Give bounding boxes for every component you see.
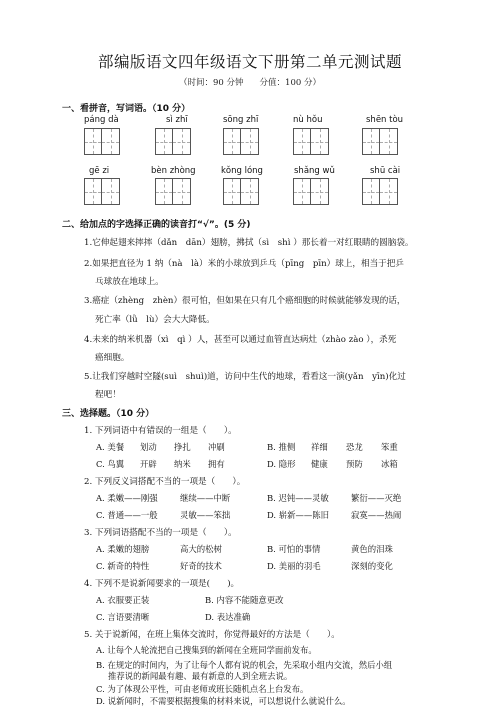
question-3-3: 3. 下列词语搭配不当的一项是（ ）。 [84, 528, 237, 538]
section-3-heading: 三、选择题。（10 分） [62, 409, 155, 419]
writing-boxes-9[interactable] [293, 178, 329, 205]
pinyin-9: shǎng wǔ [294, 166, 335, 176]
q1-option-b[interactable]: B. 推侧 祥细 恐龙 笨重 [267, 442, 398, 452]
q5-option-a[interactable]: A. 让每个人轮流把自己搜集到的新闻在全班同学面前发布。 [96, 645, 317, 655]
question-2-1: 1.它伸起翅来摔摔（dǎn dān）翅膀，拂拭（sì shì ）那长着一对红眼睛的圆脑袋。 [84, 238, 414, 248]
question-2-5-cont: 程吧！ [95, 390, 121, 400]
q3-option-b[interactable]: B. 可怕的事情 黄色的泪珠 [267, 544, 393, 554]
q1-option-c[interactable]: C. 鸟翼 开辟 纳米 拥有 [96, 459, 225, 469]
q4-option-a[interactable]: A. 衣服要正装 [96, 595, 150, 605]
writing-boxes-4[interactable] [293, 128, 329, 155]
writing-boxes-7[interactable] [155, 178, 191, 205]
q3-option-c[interactable]: C. 新奇的特性 好奇的技术 [96, 561, 222, 571]
question-2-2: 2.如果把直径为 1 纳（nà là）米的小球放到乒乓（pīng pīn）球上，相当于把乒 [84, 259, 404, 269]
q5-option-b-cont: 推荐说的新闻最有趣、最有新意的人到全班去说。 [108, 671, 293, 681]
pinyin-7: bèn zhòng [151, 166, 196, 176]
question-2-4-cont: 癌细胞。 [95, 353, 130, 363]
question-2-2-cont: 乓球放在地球上。 [95, 277, 164, 287]
section-1-heading: 一、看拼音，写词语。（10 分） [62, 104, 191, 114]
writing-boxes-5[interactable] [362, 128, 398, 155]
section-2-heading: 二、给加点的字选择正确的读音打“√”。(5 分) [62, 220, 251, 230]
page-title: 部编版语文四年级语文下册第二单元测试题 [97, 53, 402, 71]
question-3-4: 4. 下列不是说新闻要求的一项是( )。 [84, 579, 240, 589]
writing-boxes-3[interactable] [223, 128, 259, 155]
total-score: 分值：100 分） [259, 78, 321, 88]
pinyin-2: sì zhī [166, 115, 188, 125]
q5-option-b[interactable]: B. 在规定的时间内，为了让每个人都有说的机会，先采取小组内交流，然后小组 [96, 660, 393, 670]
q5-option-d[interactable]: D. 说新闻时，不需要根据搜集的材料来说，可以想说什么就说什么。 [96, 696, 351, 706]
q2-option-d[interactable]: D. 崭新——陈旧 寂寞——热闹 [267, 510, 402, 520]
q5-option-c[interactable]: C. 为了体现公平性，可由老师或班长随机点名上台发布。 [96, 684, 309, 694]
pinyin-3: sōng zhī [223, 115, 259, 125]
q2-option-c[interactable]: C. 普通——一般 灵敏——笨拙 [96, 510, 231, 520]
q2-option-b[interactable]: B. 迟钝——灵敏 繁衍——灭绝 [267, 493, 402, 503]
q4-option-c[interactable]: C. 言语要清晰 [96, 612, 150, 622]
q1-option-d[interactable]: D. 隐形 健康 预防 冰箱 [267, 459, 398, 469]
q1-option-a[interactable]: A. 美餐 划动 挣扎 冲刷 [96, 442, 225, 452]
question-2-3: 3.癌症（zhèng zhèn）很可怕，但如果在只有几个癌细胞的时候就能够发现的话， [84, 296, 406, 306]
pinyin-5: shēn tòu [366, 115, 404, 125]
question-2-5: 5.让我们穿越时空隧(suì shuì)道，访问中生代的地球，看看这一演(yǎn yīn)化过 [84, 372, 406, 382]
pinyin-10: shū cài [370, 166, 401, 176]
pinyin-1: páng dà [84, 115, 119, 125]
question-2-3-cont: 死亡率（lǜ lù）会大大降低。 [95, 315, 215, 325]
writing-boxes-2[interactable] [155, 128, 191, 155]
q4-option-d[interactable]: D. 表达准确 [205, 612, 251, 622]
question-3-2: 2. 下列反义词搭配不当的一项是（ ）。 [84, 477, 246, 487]
q4-option-b[interactable]: B. 内容不能随意更改 [205, 595, 284, 605]
pinyin-6: gē zi [89, 166, 110, 176]
writing-boxes-1[interactable] [84, 128, 120, 155]
q3-option-d[interactable]: D. 美丽的羽毛 深刻的变化 [267, 561, 393, 571]
question-3-1: 1. 下列词语中有错误的一组是（ ）。 [84, 426, 237, 436]
pinyin-8: kǒng lóng [221, 166, 263, 176]
writing-boxes-8[interactable] [223, 178, 259, 205]
page-subtitle [0, 76, 500, 88]
writing-boxes-6[interactable] [84, 178, 120, 205]
time-limit: （时间：90 分钟 [179, 78, 244, 88]
pinyin-4: nù hǒu [293, 115, 323, 125]
q2-option-a[interactable]: A. 柔嫩——刚强 继续——中断 [96, 493, 231, 503]
writing-boxes-10[interactable] [362, 178, 398, 205]
question-3-5: 5. 关于说新闻，在班上集体交流时，你觉得最好的方法是（ ）。 [84, 630, 340, 640]
q3-option-a[interactable]: A. 柔嫩的翅膀 高大的松树 [96, 544, 222, 554]
question-2-4: 4.未来的纳米机器（xì qì ）人，甚至可以通过血管直达病灶（zhào zào ），杀死 [84, 335, 397, 345]
